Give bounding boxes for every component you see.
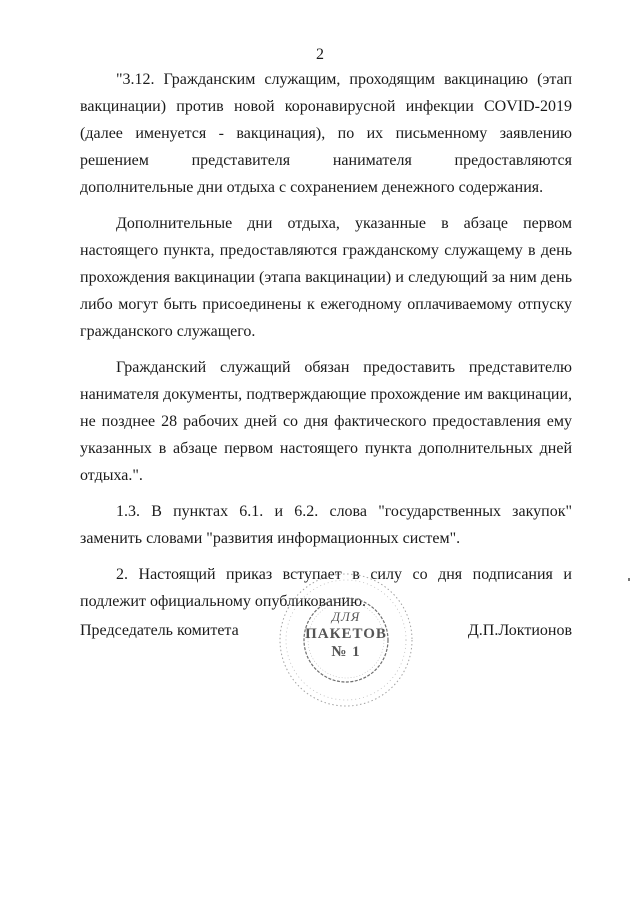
- scan-mark: [628, 578, 630, 581]
- document-body: [80, 66, 572, 624]
- paragraph-additional-days: Дополнительные дни отдыха, указанные в абзаце первом настоящего пункта, предоставляются гражданскому служащему в день прохождения вакцинации (этапа вакцинации) и следующий за ним день либо могут быть присоединены к ежегодному оплачиваемому отпуску гражданского служащего.: [80, 215, 572, 340]
- stamp-seal: [276, 570, 416, 710]
- stamp-line-1: ДЛЯ: [331, 609, 361, 624]
- stamp-line-3: № 1: [331, 644, 361, 660]
- paragraph-2: 2. Настоящий приказ вступает в силу со дня подписания и подлежит официальному опубликованию.: [80, 566, 572, 610]
- signer-name: Д.П.Локтионов: [467, 622, 572, 639]
- paragraph-employee-obligation: Гражданский служащий обязан предоставить представителю нанимателя документы, подтверждающие прохождение им вакцинации, не позднее 28 рабочих дней со дня фактического предоставления ему указанных в абзаце первом настоящего пункта дополнительных дней отдыха.".: [80, 359, 572, 484]
- stamp-line-2: ПАКЕТОВ: [305, 626, 387, 642]
- page-number: 2: [316, 46, 324, 63]
- paragraph-1-3: 1.3. В пунктах 6.1. и 6.2. слова "государственных закупок" заменить словами "развития информационных систем".: [80, 503, 572, 547]
- signer-title: Председатель комитета: [80, 622, 239, 639]
- paragraph-3-12: "3.12. Гражданским служащим, проходящим вакцинацию (этап вакцинации) против новой коронавирусной инфекции COVID-2019 (далее именуется - вакцинация), по их письменному заявлению решением представителя нанимателя предоставляются дополнительные дни отдыха с сохранением денежного содержания.: [80, 71, 572, 196]
